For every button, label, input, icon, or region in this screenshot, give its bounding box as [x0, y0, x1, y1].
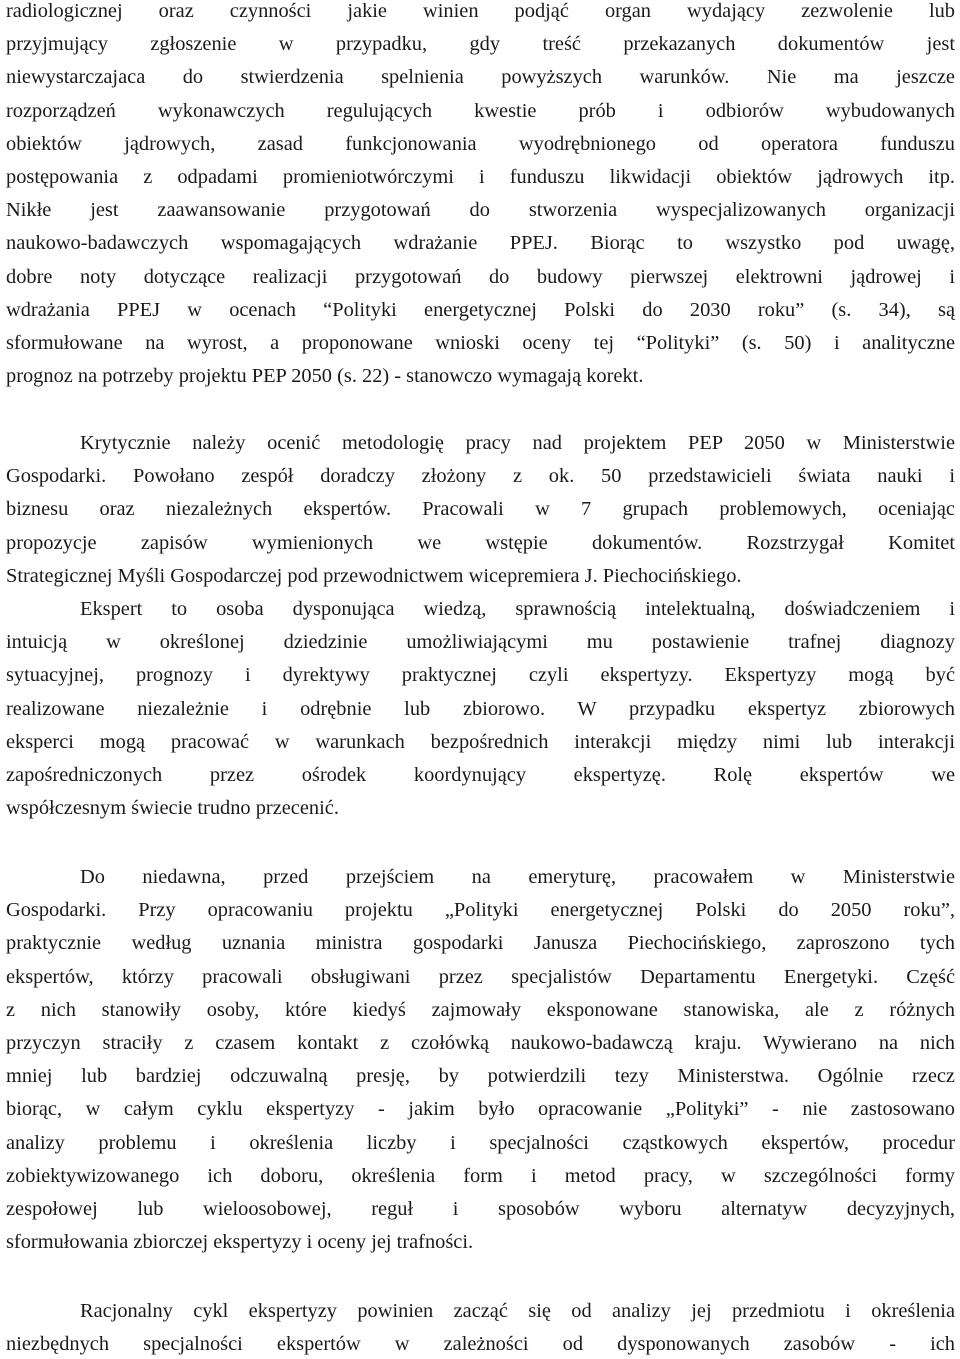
text-line: Do niedawna, przed przejściem na emeryturę, pracowałem w Ministerstwie — [80, 866, 955, 888]
text-line: zespołowej lub wieloosobowej, reguł i sposobów wyboru alternatyw decyzyjnych, — [6, 1197, 955, 1220]
text-line: z nich stanowiły osoby, które kiedyś zajmowały eksponowane stanowiska, ale z różnych — [6, 998, 955, 1021]
text-line: mniej lub bardziej odczuwalną presję, by potwierdzili tezy Ministerstwa. Ogólnie rzecz — [6, 1065, 955, 1088]
text-line: biorąc, w całym cyklu ekspertyzy - jakim było opracowanie „Polityki” - nie zastosowano — [6, 1098, 955, 1121]
text-line: Ekspert to osoba dysponująca wiedzą, sprawnością intelektualną, doświadczeniem i — [80, 598, 955, 620]
paragraph-3 — [6, 593, 955, 825]
text-line: radiologicznej oraz czynności jakie winien podjąć organ wydający zezwolenie lub — [6, 0, 955, 22]
text-line: niezbędnych specjalności ekspertów w zależności od dysponowanych zasobów - ich — [6, 1333, 955, 1356]
text-line: wdrażania PPEJ w ocenach “Polityki energetycznej Polski do 2030 roku” (s. 34), są — [6, 298, 955, 321]
text-line: analizy problemu i określenia liczby i specjalności cząstkowych ekspertów, procedur — [6, 1131, 955, 1154]
text-line: obiektów jądrowych, zasad funkcjonowania wyodrębnionego od operatora funduszu — [6, 132, 955, 155]
text-line: Strategicznej Myśli Gospodarczej pod przewodnictwem wicepremiera J. Piechocińskiego. — [6, 564, 742, 587]
text-line: sytuacyjnej, prognozy i dyrektywy praktycznej czyli ekspertyzy. Ekspertyzy mogą być — [6, 664, 955, 687]
paragraph-1 — [6, 0, 955, 393]
text-line: propozycje zapisów wymienionych we wstępie dokumentów. Rozstrzygał Komitet — [6, 531, 955, 554]
text-line: eksperci mogą pracować w warunkach bezpośrednich interakcji między nimi lub interakcji — [6, 730, 955, 753]
text-line: praktycznie według uznania ministra gospodarki Janusza Piechocińskiego, zaproszono tych — [6, 932, 955, 955]
text-line: intuicją w określonej dziedzinie umożliwiającymi mu postawienie trafnej diagnozy — [6, 631, 955, 654]
paragraph-5 — [6, 1295, 955, 1359]
text-line: biznesu oraz niezależnych ekspertów. Pracowali w 7 grupach problemowych, oceniając — [6, 498, 955, 521]
text-line: przyjmujący zgłoszenie w przypadku, gdy treść przekazanych dokumentów jest — [6, 33, 955, 56]
paragraph-4 — [6, 861, 955, 1259]
text-line: Nikłe jest zaawansowanie przygotowań do stworzenia wyspecjalizowanych organizacji — [6, 199, 955, 222]
text-line: współczesnym świecie trudno przecenić. — [6, 797, 339, 820]
text-line: sformułowania zbiorczej ekspertyzy i oceny jej trafności. — [6, 1231, 474, 1254]
text-line: ekspertów, którzy pracowali obsługiwani przez specjalistów Departamentu Energetyki. Część — [6, 965, 955, 988]
text-line: prognoz na potrzeby projektu PEP 2050 (s. 22) - stanowczo wymagają korekt. — [6, 365, 644, 388]
text-line: rozporządzeń wykonawczych regulujących kwestie prób i odbiorów wybudowanych — [6, 99, 955, 122]
text-line: zobiektywizowanego ich doboru, określenia form i metod pracy, w szczególności formy — [6, 1164, 955, 1187]
text-line: sformułowane na wyrost, a proponowane wnioski oceny tej “Polityki” (s. 50) i analityczne — [6, 331, 955, 354]
text-line: Racjonalny cykl ekspertyzy powinien zacząć się od analizy jej przedmiotu i określenia — [80, 1300, 955, 1322]
text-line: przyczyn straciły z czasem kontakt z czołówką naukowo-badawczą kraju. Wywierano na nich — [6, 1031, 955, 1054]
paragraph-2 — [6, 427, 955, 593]
text-line: zapośredniczonych przez ośrodek koordynujący ekspertyzę. Rolę ekspertów we — [6, 763, 955, 786]
text-line: realizowane niezależnie i odrębnie lub zbiorowo. W przypadku ekspertyz zbiorowych — [6, 697, 955, 720]
text-line: Krytycznie należy ocenić metodologię pracy nad projektem PEP 2050 w Ministerstwie — [80, 432, 955, 454]
text-line: Gospodarki. Przy opracowaniu projektu „Polityki energetycznej Polski do 2050 roku”, — [6, 899, 955, 922]
text-line: postępowania z odpadami promieniotwórczymi i funduszu likwidacji obiektów jądrowych itp. — [6, 165, 955, 188]
text-line: niewystarczajaca do stwierdzenia spelnienia powyższych warunków. Nie ma jeszcze — [6, 66, 955, 89]
text-line: Gospodarki. Powołano zespół doradczy złożony z ok. 50 przedstawicieli świata nauki i — [6, 465, 955, 488]
text-line: naukowo-badawczych wspomagających wdrażanie PPEJ. Biorąc to wszystko pod uwagę, — [6, 232, 955, 255]
text-line: dobre noty dotyczące realizacji przygotowań do budowy pierwszej elektrowni jądrowej i — [6, 265, 955, 288]
